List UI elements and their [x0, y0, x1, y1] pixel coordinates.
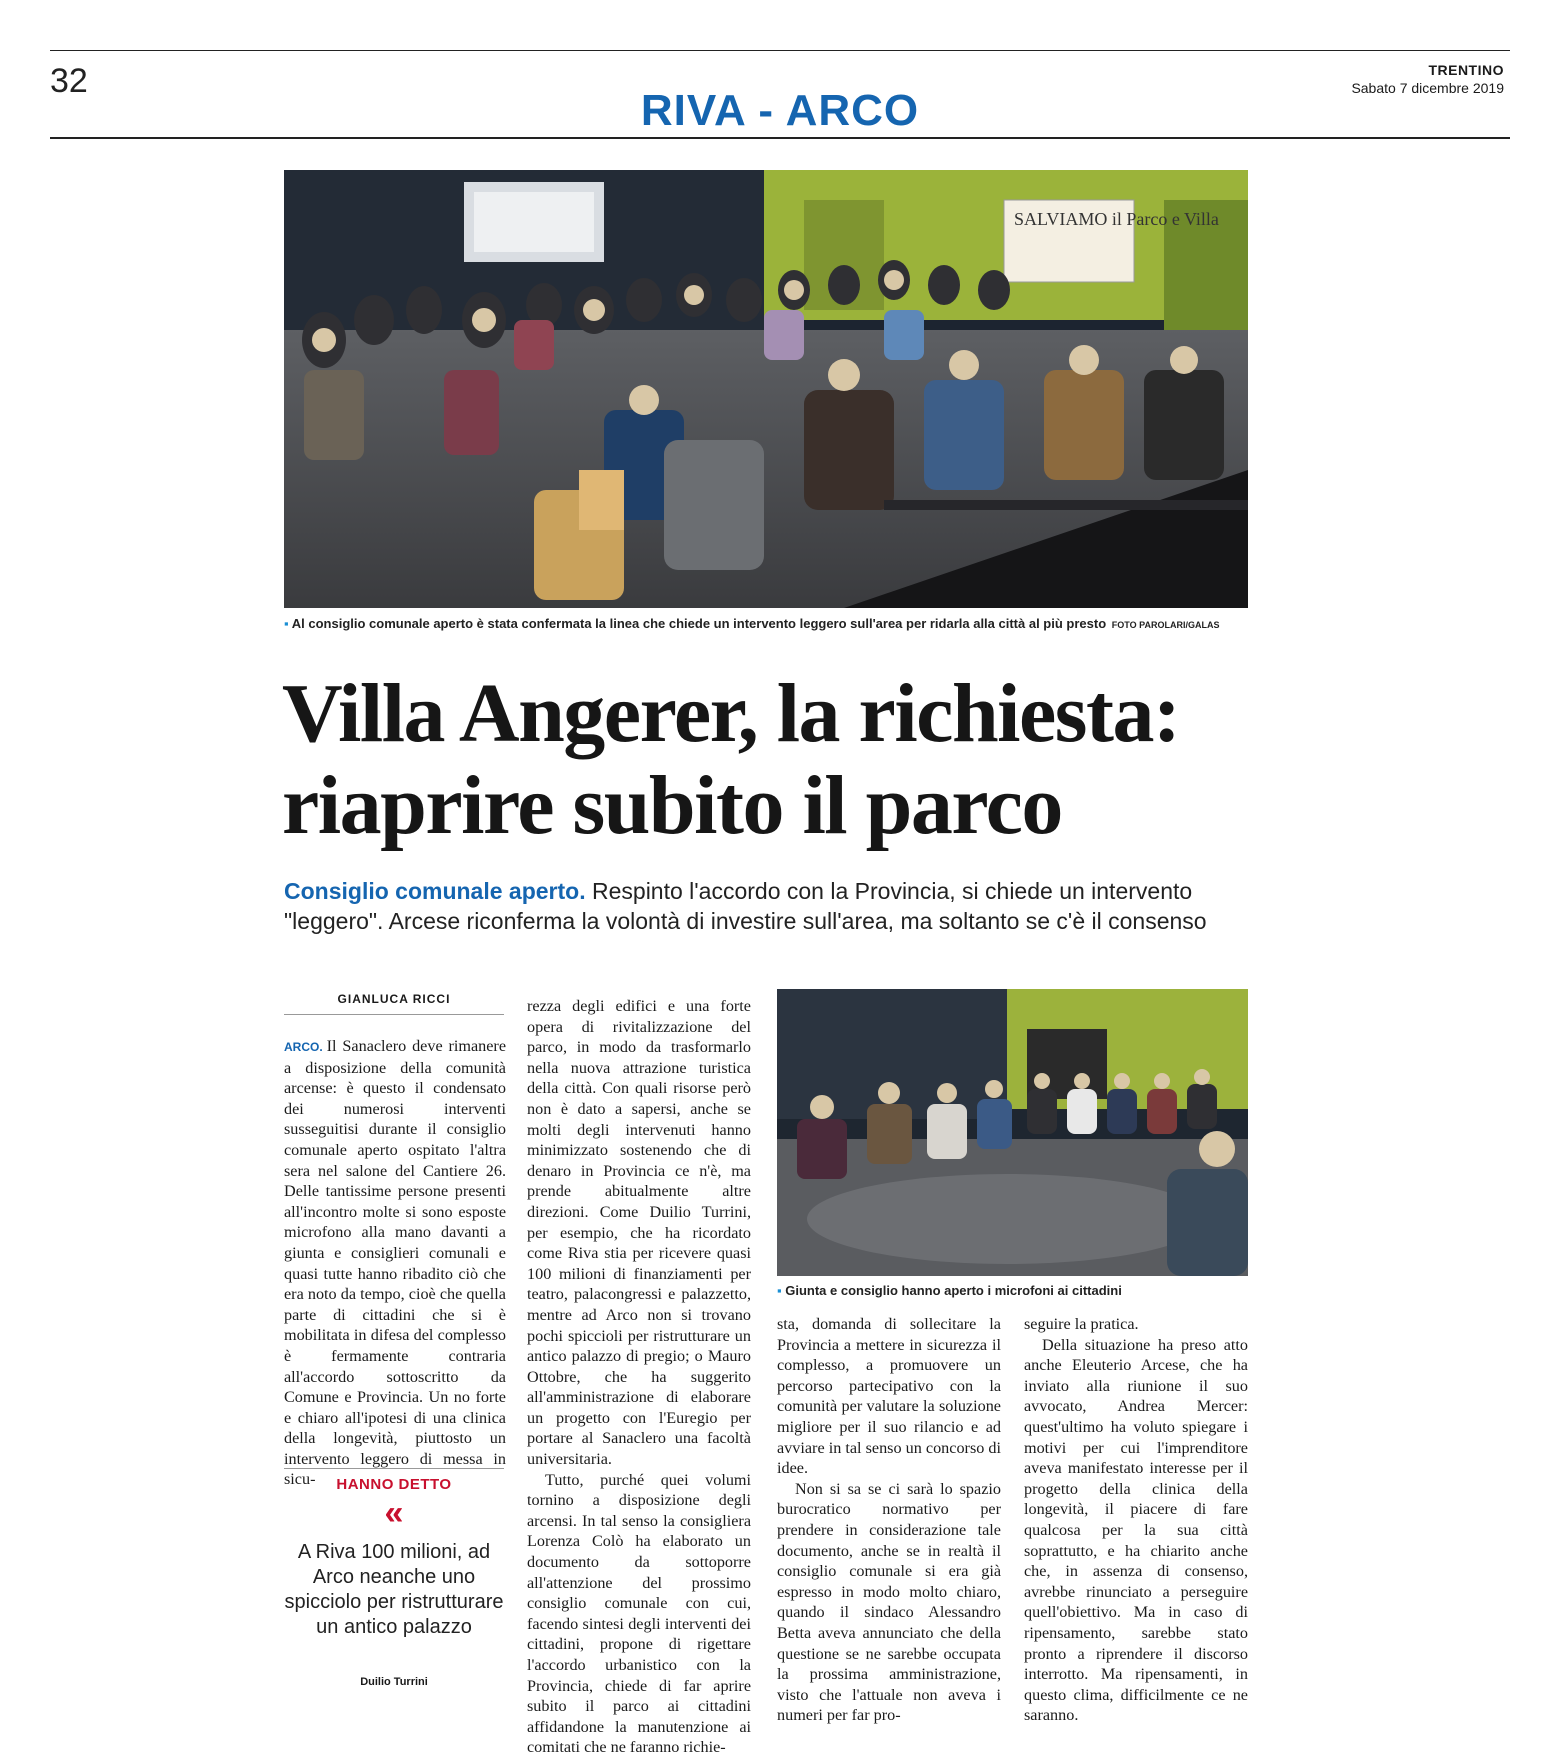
top-rule [50, 50, 1510, 51]
section-title: RIVA - ARCO [640, 86, 920, 135]
caption-bullet-icon: ▪ [284, 616, 289, 631]
second-caption-text: Giunta e consiglio hanno aperto i microfoni ai cittadini [785, 1283, 1122, 1298]
dateline: ARCO. [284, 1040, 323, 1054]
byline: GIANLUCA RICCI [337, 992, 451, 1006]
newspaper-name: TRENTINO [1428, 62, 1504, 78]
headline-line-1: Villa Angerer, la richiesta: [282, 667, 1180, 760]
second-photo [777, 989, 1248, 1276]
subhead [284, 876, 1284, 936]
col4-paragraph-1: seguire la pratica. [1024, 1315, 1139, 1333]
col2-paragraph-2: Tutto, purché quei volumi tornino a disposizione degli arcensi. In tal senso la consigliera Lorenza Colò ha elaborato un documento da sottoporre all'attenzione del prossimo consiglio comunale con cui, facendo sintesi degli interventi dei cittadini, propone di rigettare l'accordo urbanistico con la Provincia, chiede di far aprire subito il parco ai cittadini affidandone la manutenzione ai comitati che ne faranno richie- [527, 1470, 751, 1757]
headline [282, 668, 1282, 852]
main-caption-text: Al consiglio comunale aperto è stata confermata la linea che chiede un intervento leggero sull'area per ridarla alla città al più presto [291, 616, 1107, 631]
council-circle-illustration [777, 989, 1248, 1276]
subhead-kicker: Consiglio comunale aperto. [284, 878, 586, 904]
issue-date: Sabato 7 dicembre 2019 [1351, 80, 1504, 96]
article-column-4 [1024, 1314, 1248, 1726]
col4-paragraph-2: Della situazione ha preso atto anche Eleuterio Arcese, che ha inviato alla riunione il suo avvocato, Andrea Mercer: quest'ultimo ha voluto spiegare i motivi per cui l'imprenditore aveva manifestato interesse per il progetto della clinica della longevità, il piacere di fare qualcosa per la sua città soprattutto, e ha chiarito anche che, in assenza di consenso, avrebbe rinunciato a perseguire quell'obiettivo. Ma in caso di ripensamento, sarebbe stato pronto a riprendere il discorso interrotto. Ma ripensamenti, in questo clima, difficilmente ce ne saranno. [1024, 1335, 1248, 1725]
col3-paragraph-1: sta, domanda di sollecitare la Provincia a mettere in sicurezza il complesso, a promuovere un percorso partecipativo con la comunità per valutare la soluzione migliore per il suo rilancio e ad avviare in tal senso un concorso di idee. [777, 1315, 1001, 1478]
section-rule [50, 137, 1510, 139]
subhead-text: Respinto l'accordo con la Provincia, si chiede un intervento "leggero". Arcese riconferma la volontà di investire sull'area, ma soltanto se c'è il consenso [284, 878, 1207, 934]
sidebar-title: HANNO DETTO [336, 1476, 452, 1493]
main-photo [284, 170, 1248, 608]
col3-paragraph-2: Non si sa se ci sarà lo spazio burocratico normativo per prendere in considerazione tale documento, anche se in realtà il consiglio comunale si era già espresso in modo molto chiaro, quando il sindaco Alessandro Betta aveva annunciato che della questione se ne sarebbe occupata la prossima amministrazione, visto che l'attuale non aveva i numeri per far pro- [777, 1479, 1001, 1725]
meeting-hall-illustration [284, 170, 1248, 608]
main-photo-caption [284, 616, 1219, 631]
photo-credit: FOTO PAROLARI/GALAS [1111, 620, 1220, 630]
quote-chevron-icon: « [384, 1494, 404, 1532]
col1-text: Il Sanaclero deve rimanere a disposizione della comunità arcense: è questo il condensato dei numerosi interventi susseguitisi durante il consiglio comunale aperto ospitato l'altra sera nel salone del Cantiere 26. Delle tantissime persone presenti all'incontro molte si sono esposte microfono alla mano davanti a giunta e consiglieri comunali e quasi tutte hanno ribadito ciò che era noto da tempo, cioè che quella parte di cittadini che si è mobilitata in difesa del complesso è fermamente contraria all'accordo sottoscritto da Comune e Provincia. Un no forte e chiaro all'ipotesi di una clinica della longevità, piuttosto un intervento leggero di messa in sicu- [284, 1037, 506, 1489]
col2-paragraph-1: rezza degli edifici e una forte opera di rivitalizzazione del parco, in modo da trasformarlo nella nuova attrazione turistica della città. Con quali risorse però non è dato a sapersi, anche se molti degli intervenuti hanno minimizzato sostenendo che di denaro in Provincia ce n'è, ma prende abitualmente altre direzioni. Come Duilio Turrini, per esempio, che ha ricordato come Riva stia per ricevere quasi 100 milioni di finanziamenti per teatro, palacongressi e palazzetto, mentre ad Arco non si trovano pochi spiccioli per ristrutturare un antico palazzo di pregio; o Mauro Ottobre, che ha suggerito all'amministrazione di elaborare un progetto con l'Euregio per portare al Sanaclero una facoltà universitaria. [527, 997, 751, 1469]
sidebar-rule [284, 1468, 504, 1469]
article-column-2 [527, 996, 751, 1758]
article-column-1 [284, 1036, 506, 1490]
article-column-3 [777, 1314, 1001, 1726]
caption-bullet-icon-2: ▪ [777, 1283, 782, 1298]
sidebar-quote-author: Duilio Turrini [360, 1676, 428, 1688]
headline-line-2: riaprire subito il parco [282, 759, 1062, 852]
banner-text: SALVIAMO il Parco e Villa [1014, 209, 1219, 229]
sidebar-quote: A Riva 100 milioni, ad Arco neanche uno spicciolo per ristrutturare un antico palazzo [284, 1541, 504, 1638]
byline-rule [284, 1014, 504, 1015]
second-photo-caption [777, 1283, 1122, 1298]
page-number: 32 [50, 62, 88, 100]
